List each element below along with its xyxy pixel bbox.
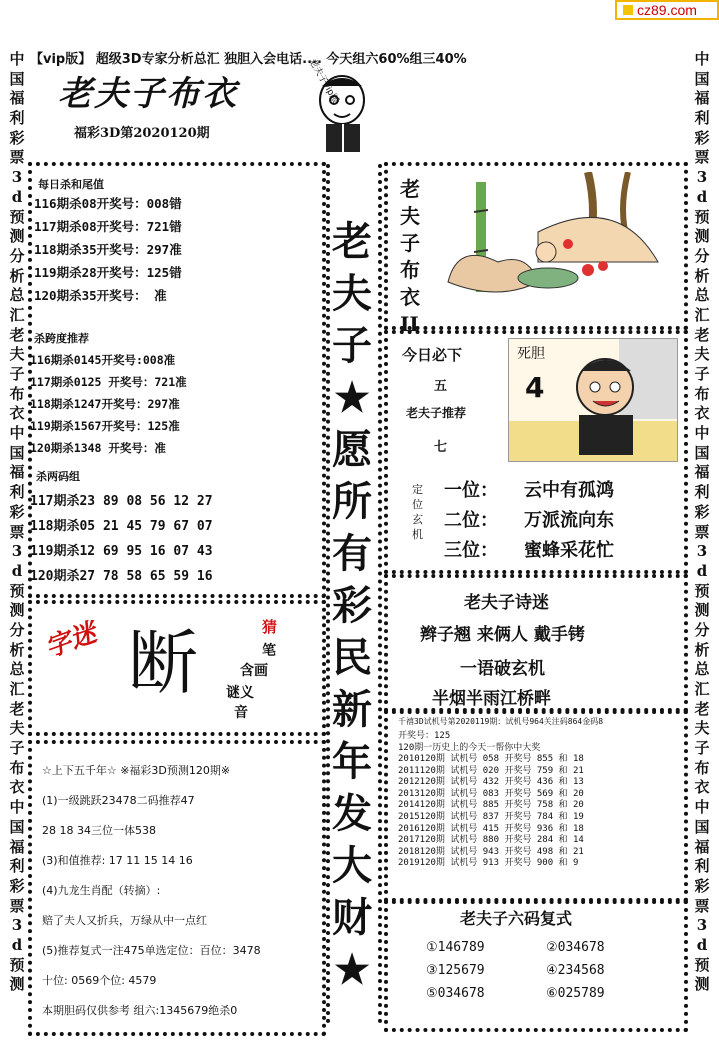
six-code-title: 老夫子六码复式 bbox=[460, 909, 573, 928]
side-banner-char: 子 bbox=[9, 739, 25, 758]
position-label: 定 位 玄 机 bbox=[412, 483, 423, 541]
side-banner-char: 3 bbox=[696, 168, 708, 187]
side-banner-char: 衣 bbox=[9, 778, 25, 797]
trial-row: 2019120期 试机号 913 开奖号 900 和 9 bbox=[398, 858, 579, 869]
six-code-grid bbox=[426, 940, 666, 1001]
span-row: 120期杀1348 开奖号：准 bbox=[30, 441, 166, 455]
side-banner-char: 分 bbox=[9, 620, 25, 639]
pair-rows bbox=[30, 490, 213, 590]
side-banner-char: d bbox=[11, 187, 23, 206]
site-watermark: cz89.com bbox=[615, 0, 719, 20]
position-row: 一位： 云中有孤鸿 bbox=[444, 480, 614, 501]
center-banner-char: 财 bbox=[332, 894, 372, 941]
riddle-tag: 笔 bbox=[262, 643, 276, 659]
side-banner-char: 汇 bbox=[694, 305, 710, 324]
riddle-tag: 猜 bbox=[262, 618, 278, 636]
trial-row: 2012120期 试机号 432 开奖号 436 和 13 bbox=[398, 777, 584, 788]
side-banner-char: 彩 bbox=[9, 502, 25, 521]
side-banner-char: 国 bbox=[9, 817, 25, 836]
kill-rows bbox=[34, 194, 182, 309]
center-banner-char: 新 bbox=[332, 686, 372, 733]
side-banner-char: 测 bbox=[9, 975, 25, 994]
span-row: 117期杀0125 开奖号：721准 bbox=[30, 375, 187, 389]
center-banner-char: 年 bbox=[332, 738, 372, 785]
vertical-title-char: 老 bbox=[400, 177, 420, 201]
side-banner-char: 老 bbox=[9, 699, 25, 718]
page-title: 老夫子布衣 bbox=[58, 74, 238, 114]
side-banner-char: 福 bbox=[9, 837, 25, 856]
center-banner-char: 老 bbox=[332, 218, 372, 265]
side-banner-char: 3 bbox=[696, 542, 708, 561]
side-banner-char: 汇 bbox=[9, 305, 25, 324]
side-banner-char: 利 bbox=[9, 483, 25, 502]
trial-row: 2017120期 试机号 880 开奖号 284 和 14 bbox=[398, 835, 584, 846]
poem-title: 老夫子诗迷 bbox=[464, 593, 549, 613]
issue-number: 福彩3D第2020120期 bbox=[74, 126, 210, 141]
side-banner-char: 3 bbox=[11, 916, 23, 935]
center-banner bbox=[330, 218, 374, 1002]
side-banner-char: 测 bbox=[694, 975, 710, 994]
side-banner-char: 衣 bbox=[694, 404, 710, 423]
scholar-under-tree-image bbox=[438, 172, 676, 318]
must-value: 五 bbox=[434, 379, 448, 394]
center-banner-char: 子 bbox=[332, 322, 372, 369]
side-banner-char: 衣 bbox=[694, 778, 710, 797]
side-banner-char: 析 bbox=[694, 640, 710, 659]
header-side-text: 老夫子vip版 bbox=[306, 57, 341, 106]
side-banner-char: 中 bbox=[694, 50, 710, 68]
side-banner-char: 子 bbox=[694, 739, 710, 758]
side-banner-char: 夫 bbox=[694, 719, 710, 738]
kill-row: 118期杀35开奖号：297准 bbox=[34, 242, 182, 257]
side-banner-char: 3 bbox=[11, 542, 23, 561]
side-banner-char: 老 bbox=[9, 325, 25, 344]
side-banner-char: 总 bbox=[9, 286, 25, 305]
side-banner-char: d bbox=[11, 935, 23, 954]
side-banner-char: 布 bbox=[694, 384, 710, 403]
side-banner-char: 中 bbox=[9, 424, 25, 443]
prediction-lines bbox=[42, 756, 261, 1026]
vertical-title-char: 夫 bbox=[400, 204, 420, 228]
trial-row: 2016120期 试机号 415 开奖号 936 和 18 bbox=[398, 823, 584, 834]
position-row: 三位： 蜜蜂采花忙 bbox=[444, 540, 614, 561]
kill-row: 119期杀28开奖号：125错 bbox=[34, 265, 182, 280]
side-banner-char: 预 bbox=[9, 955, 25, 974]
poem-line: 辫子翘 来俩人 戴手铐 bbox=[420, 625, 585, 645]
side-banner-char: 票 bbox=[694, 148, 710, 167]
trial-rows bbox=[398, 754, 584, 870]
side-banner-char: 票 bbox=[9, 522, 25, 541]
riddle-tag: 含画 bbox=[240, 663, 268, 679]
side-banner-char: 利 bbox=[694, 857, 710, 876]
side-banner-char: 利 bbox=[694, 483, 710, 502]
cartoon-character-image bbox=[300, 64, 382, 156]
right-top-vertical-title bbox=[400, 176, 420, 338]
side-banner-char: 预 bbox=[694, 955, 710, 974]
center-banner-char: 发 bbox=[332, 790, 372, 837]
badge-number: 4 bbox=[525, 371, 545, 404]
prediction-line: (5)推荐复式一注475单选定位：百位：3478 bbox=[42, 944, 261, 957]
side-banner-char: 利 bbox=[9, 857, 25, 876]
center-banner-char: 夫 bbox=[332, 270, 372, 317]
side-banner-char: 利 bbox=[9, 109, 25, 128]
side-banner-char: 汇 bbox=[9, 680, 25, 698]
pair-row: 118期杀05 21 45 79 67 07 bbox=[30, 519, 213, 534]
left-side-banner bbox=[6, 52, 28, 997]
side-banner-char: 中 bbox=[694, 798, 710, 817]
six-code-item: ②034678 bbox=[546, 940, 605, 955]
kill-row: 116期杀08开奖号：008错 bbox=[34, 196, 182, 211]
prediction-line: (3)和值推荐: 17 11 15 14 16 bbox=[42, 854, 193, 867]
badge-label: 死胆 bbox=[517, 346, 545, 362]
side-banner-char: 析 bbox=[694, 266, 710, 285]
side-banner-char: 国 bbox=[694, 817, 710, 836]
side-banner-char: 福 bbox=[694, 463, 710, 482]
trial-row: 2011120期 试机号 020 开奖号 759 和 21 bbox=[398, 765, 584, 776]
center-banner-char: 彩 bbox=[332, 582, 372, 629]
six-code-item: ③125679 bbox=[426, 963, 485, 978]
six-code-item: ④234568 bbox=[546, 963, 605, 978]
six-code-item: ⑥025789 bbox=[546, 986, 605, 1001]
side-banner-char: 分 bbox=[694, 620, 710, 639]
riddle-calligraphy: 字迷 bbox=[41, 617, 101, 664]
side-banner-char: 票 bbox=[9, 896, 25, 915]
side-banner-char: 分 bbox=[694, 246, 710, 265]
trial-header-2: 开奖号：125 bbox=[398, 731, 451, 741]
center-banner-char: 民 bbox=[332, 634, 372, 681]
position-row: 二位： 万派流向东 bbox=[444, 510, 614, 531]
span-rows bbox=[30, 352, 187, 462]
trial-row: 2014120期 试机号 885 开奖号 758 和 20 bbox=[398, 800, 584, 811]
prediction-line: 28 18 34三位一体538 bbox=[42, 824, 156, 837]
riddle-tag: 音 bbox=[234, 705, 248, 721]
side-banner-char: 布 bbox=[9, 384, 25, 403]
vertical-title-char: II bbox=[400, 312, 419, 336]
side-banner-char: 测 bbox=[694, 227, 710, 246]
center-banner-char: 大 bbox=[332, 842, 372, 889]
side-banner-char: 测 bbox=[9, 227, 25, 246]
side-banner-char: 总 bbox=[694, 286, 710, 305]
six-code-item: ①146789 bbox=[426, 940, 485, 955]
side-banner-char: 利 bbox=[694, 109, 710, 128]
position-list bbox=[444, 474, 614, 564]
side-banner-char: 票 bbox=[9, 148, 25, 167]
side-banner-char: 汇 bbox=[694, 680, 710, 698]
riddle-tag: 谜义 bbox=[226, 685, 254, 701]
header-top-line: 【vip版】 超级3D专家分析总汇 独胆入会电话.... 今天组六60%组三40% bbox=[30, 52, 467, 67]
prediction-line: 本期胆码仅供参考 组六:1345679绝杀0 bbox=[42, 1004, 238, 1017]
side-banner-char: 总 bbox=[9, 660, 25, 679]
side-banner-char: 老 bbox=[694, 325, 710, 344]
poem-line: 一语破玄机 bbox=[460, 659, 545, 679]
side-banner-char: 预 bbox=[694, 581, 710, 600]
square-icon bbox=[623, 5, 633, 15]
side-banner-char: 测 bbox=[694, 601, 710, 620]
poem-line: 半烟半雨江桥畔 bbox=[432, 689, 551, 709]
span-row: 118期杀1247开奖号：297准 bbox=[30, 397, 180, 411]
side-banner-char: 析 bbox=[9, 266, 25, 285]
center-banner-char: 有 bbox=[332, 530, 372, 577]
recommend-title: 老夫子推荐 bbox=[406, 406, 467, 420]
side-banner-char: 布 bbox=[694, 758, 710, 777]
side-banner-char: 老 bbox=[694, 699, 710, 718]
side-banner-char: 预 bbox=[9, 581, 25, 600]
side-banner-char: 夫 bbox=[9, 719, 25, 738]
side-banner-char: d bbox=[11, 561, 23, 580]
side-banner-char: 彩 bbox=[9, 876, 25, 895]
side-banner-char: 中 bbox=[9, 798, 25, 817]
trial-row: 2013120期 试机号 083 开奖号 569 和 20 bbox=[398, 788, 584, 799]
side-banner-char: 彩 bbox=[694, 128, 710, 147]
side-banner-char: 国 bbox=[9, 443, 25, 462]
side-banner-char: 彩 bbox=[694, 876, 710, 895]
side-banner-char: 分 bbox=[9, 246, 25, 265]
prediction-line: (1)一级跳跃23478二码推荐47 bbox=[42, 794, 195, 807]
center-banner-char: 愿 bbox=[332, 426, 372, 473]
trial-row: 2018120期 试机号 943 开奖号 498 和 21 bbox=[398, 846, 584, 857]
side-banner-char: 总 bbox=[694, 660, 710, 679]
side-banner-char: d bbox=[696, 561, 708, 580]
side-banner-char: 中 bbox=[694, 424, 710, 443]
prediction-line: (4)九龙生肖配（转摘）: bbox=[42, 884, 161, 897]
side-banner-char: 夫 bbox=[694, 345, 710, 364]
side-banner-char: 彩 bbox=[694, 502, 710, 521]
side-banner-char: 福 bbox=[694, 89, 710, 108]
side-banner-char: 票 bbox=[694, 522, 710, 541]
trial-row: 2010120期 试机号 058 开奖号 855 和 18 bbox=[398, 754, 584, 764]
side-banner-char: 子 bbox=[694, 365, 710, 383]
side-banner-char: 子 bbox=[9, 365, 25, 383]
trial-header: 千禧3D试机号第2020119期：试机号964关注码864金码8 bbox=[398, 717, 604, 726]
vertical-title-char: 子 bbox=[400, 231, 420, 255]
must-title: 今日必下 bbox=[402, 346, 463, 364]
span-row: 119期杀1567开奖号：125准 bbox=[30, 419, 180, 433]
recommend-value: 七 bbox=[434, 440, 448, 455]
side-banner-char: 国 bbox=[694, 69, 710, 88]
side-banner-char: d bbox=[696, 187, 708, 206]
prediction-line: 赔了夫人又折兵，万绿从中一点红 bbox=[42, 914, 207, 927]
kill-row: 120期杀35开奖号： 准 bbox=[34, 288, 167, 303]
side-banner-char: 3 bbox=[11, 168, 23, 187]
pair-row: 117期杀23 89 08 56 12 27 bbox=[30, 494, 213, 509]
span-section-title: 杀跨度推荐 bbox=[34, 332, 89, 345]
side-banner-char: 中 bbox=[9, 50, 25, 68]
side-banner-char: d bbox=[696, 935, 708, 954]
right-side-banner bbox=[691, 52, 713, 997]
vertical-title-char: 衣 bbox=[400, 285, 420, 309]
prediction-line: 十位: 0569个位: 4579 bbox=[42, 974, 157, 987]
kill-section-title: 每日杀和尾值 bbox=[38, 178, 104, 191]
six-code-item: ⑤034678 bbox=[426, 986, 485, 1001]
side-banner-char: 福 bbox=[694, 837, 710, 856]
side-banner-char: 布 bbox=[9, 758, 25, 777]
center-banner-char: ★ bbox=[334, 946, 370, 993]
side-banner-char: 预 bbox=[9, 207, 25, 226]
side-banner-char: 国 bbox=[694, 443, 710, 462]
side-banner-char: 彩 bbox=[9, 128, 25, 147]
side-banner-char: 析 bbox=[9, 640, 25, 659]
side-banner-char: 夫 bbox=[9, 345, 25, 364]
vertical-title-char: 布 bbox=[400, 258, 420, 282]
pair-row: 119期杀12 69 95 16 07 43 bbox=[30, 544, 213, 559]
pair-row: 120期杀27 78 58 65 59 16 bbox=[30, 569, 213, 584]
kill-row: 117期杀08开奖号：721错 bbox=[34, 219, 182, 234]
center-banner-char: ★ bbox=[334, 374, 370, 421]
span-row: 116期杀0145开奖号:008准 bbox=[30, 353, 176, 367]
trial-row: 2015120期 试机号 837 开奖号 784 和 19 bbox=[398, 811, 584, 822]
prediction-line: ☆上下五千年☆ ※福彩3D预测120期※ bbox=[42, 764, 231, 777]
side-banner-char: 测 bbox=[9, 601, 25, 620]
center-banner-char: 所 bbox=[332, 478, 372, 525]
pair-section-title: 杀两码组 bbox=[36, 470, 80, 483]
death-badge-panel bbox=[508, 338, 678, 462]
riddle-main-char: 断 bbox=[128, 622, 198, 704]
side-banner-char: 福 bbox=[9, 89, 25, 108]
side-banner-char: 票 bbox=[694, 896, 710, 915]
side-banner-char: 福 bbox=[9, 463, 25, 482]
trial-subtitle: 120期一历史上的今天一帮你中大奖 bbox=[398, 743, 541, 753]
side-banner-char: 衣 bbox=[9, 404, 25, 423]
side-banner-char: 国 bbox=[9, 69, 25, 88]
side-banner-char: 3 bbox=[696, 916, 708, 935]
side-banner-char: 预 bbox=[694, 207, 710, 226]
